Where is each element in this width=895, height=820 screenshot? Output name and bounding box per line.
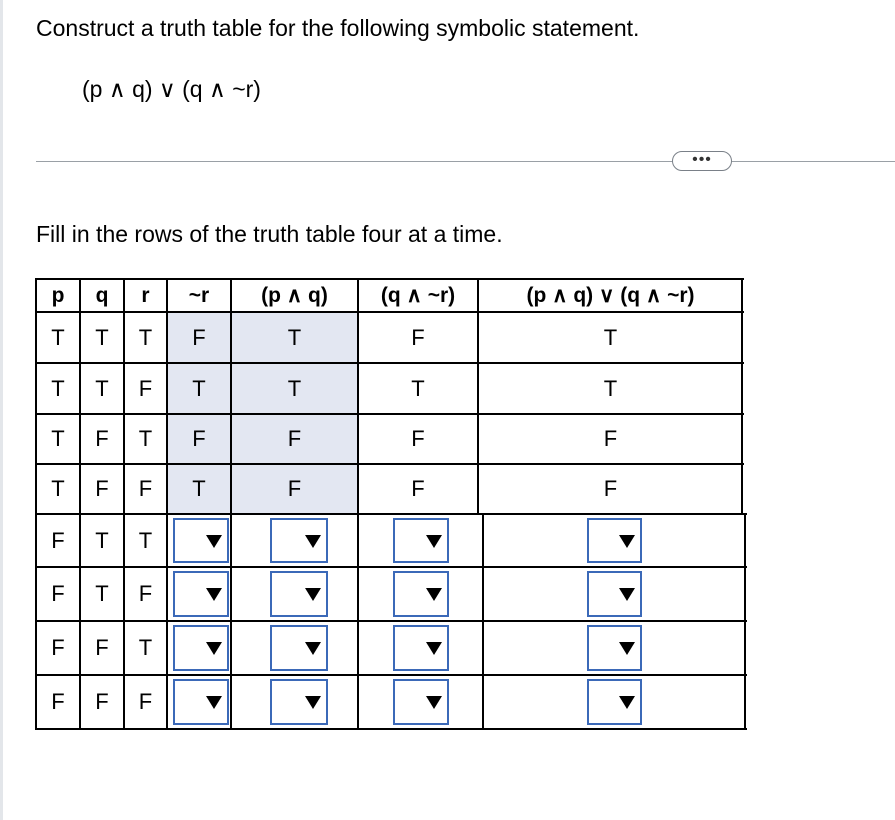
triangle-down-icon [304, 693, 322, 711]
cell-p-row3: T [51, 426, 65, 451]
header-q: q [95, 283, 109, 307]
triangle-down-icon [618, 693, 636, 711]
more-options-button[interactable]: ••• [672, 151, 732, 171]
triangle-down-icon [425, 693, 443, 711]
grid-vline [357, 278, 359, 514]
cell-q-row4: F [95, 476, 109, 501]
cell-p-row5: F [51, 527, 65, 553]
triangle-down-icon [425, 585, 443, 603]
cell-not-r-row3: F [167, 414, 231, 464]
question-prompt: Construct a truth table for the following symbolic statement. [36, 15, 640, 41]
cell-p-row4: T [51, 476, 65, 501]
cell-result-row2: T [603, 375, 618, 401]
answer-dropdown-result-row8[interactable] [587, 679, 642, 725]
header-p: p [51, 283, 65, 307]
grid-vline [166, 514, 168, 730]
cell-p-and-q-row2: T [231, 363, 358, 414]
cell-not-r-row4: T [167, 464, 231, 514]
answer-dropdown-p-and-q-row6[interactable] [270, 571, 328, 617]
section-divider [36, 161, 895, 162]
cell-p-row8: F [51, 689, 65, 714]
cell-r-row2: F [138, 375, 153, 401]
grid-vline [166, 278, 168, 514]
grid-vline [35, 514, 37, 730]
grid-vline [230, 278, 232, 514]
grid-hline [36, 278, 744, 280]
cell-not-r-row2: T [167, 363, 231, 414]
cell-p-and-q-row3: F [231, 414, 358, 464]
answer-dropdown-p-and-q-row8[interactable] [270, 679, 328, 725]
header-p-and-q: (p ∧ q) [261, 284, 328, 307]
answer-dropdown-q-and-not-r-row6[interactable] [393, 571, 449, 617]
triangle-down-icon [304, 532, 322, 550]
cell-p-and-q-row1: T [231, 312, 358, 363]
answer-dropdown-result-row5[interactable] [587, 518, 642, 563]
grid-vline [477, 278, 479, 514]
answer-dropdown-q-and-not-r-row8[interactable] [393, 679, 449, 725]
cell-q-and-not-r-row1: F [411, 324, 425, 350]
cell-r-row7: T [138, 635, 153, 660]
cell-q-row2: T [95, 375, 109, 401]
cell-r-row8: F [138, 689, 153, 714]
cell-r-row5: T [138, 527, 153, 553]
cell-p-and-q-row4: F [231, 464, 358, 514]
cell-p-row6: F [51, 581, 65, 606]
cell-q-and-not-r-row3: F [411, 426, 425, 451]
instruction-text: Fill in the rows of the truth table four at a time. [36, 221, 503, 247]
cell-q-row1: T [95, 324, 109, 350]
grid-hline [36, 362, 744, 364]
grid-hline [36, 413, 744, 415]
grid-vline [741, 278, 743, 514]
cell-q-and-not-r-row2: T [411, 375, 425, 401]
cell-r-row1: T [138, 324, 153, 350]
cell-q-row6: T [95, 581, 109, 606]
triangle-down-icon [425, 532, 443, 550]
cell-p-row1: T [51, 324, 65, 350]
triangle-down-icon [304, 639, 322, 657]
cell-r-row4: F [138, 476, 153, 501]
header-q-and-not-r: (q ∧ ~r) [380, 284, 456, 307]
triangle-down-icon [618, 532, 636, 550]
grid-hline [36, 513, 747, 515]
grid-vline [123, 278, 125, 514]
grid-vline [744, 514, 746, 730]
cell-not-r-row1: F [167, 312, 231, 363]
answer-dropdown-p-and-q-row5[interactable] [270, 518, 328, 563]
triangle-down-icon [205, 693, 223, 711]
grid-hline [36, 566, 747, 568]
cell-q-row3: F [95, 426, 109, 451]
cell-q-row7: F [95, 635, 109, 660]
triangle-down-icon [205, 585, 223, 603]
triangle-down-icon [205, 532, 223, 550]
cell-r-row3: T [138, 426, 153, 451]
grid-vline [35, 278, 37, 514]
cell-p-row7: F [51, 635, 65, 660]
answer-dropdown-result-row6[interactable] [587, 571, 642, 617]
grid-hline [36, 463, 744, 465]
grid-vline [79, 278, 81, 514]
cell-p-row2: T [51, 375, 65, 401]
cell-q-row5: T [95, 527, 109, 553]
cell-result-row1: T [603, 324, 618, 350]
answer-dropdown-result-row7[interactable] [587, 625, 642, 671]
grid-vline [357, 514, 359, 730]
cell-r-row6: F [138, 581, 153, 606]
grid-hline [36, 311, 744, 313]
grid-hline [36, 620, 747, 622]
answer-dropdown-q-and-not-r-row7[interactable] [393, 625, 449, 671]
answer-dropdown-not-r-row5[interactable] [173, 518, 229, 563]
grid-vline [123, 514, 125, 730]
cell-result-row3: F [603, 426, 618, 451]
answer-dropdown-p-and-q-row7[interactable] [270, 625, 328, 671]
triangle-down-icon [425, 639, 443, 657]
grid-vline [79, 514, 81, 730]
left-edge-rule [0, 0, 3, 820]
grid-hline [36, 728, 747, 730]
grid-vline [482, 514, 484, 730]
cell-q-and-not-r-row4: F [411, 476, 425, 501]
header-result: (p ∧ q) ∨ (q ∧ ~r) [526, 284, 695, 307]
header-r: r [141, 283, 150, 307]
answer-dropdown-not-r-row6[interactable] [173, 571, 229, 617]
symbolic-statement: (p ∧ q) ∨ (q ∧ ~r) [82, 76, 261, 102]
cell-result-row4: F [603, 476, 618, 501]
answer-dropdown-not-r-row8[interactable] [173, 679, 229, 725]
triangle-down-icon [205, 639, 223, 657]
answer-dropdown-q-and-not-r-row5[interactable] [393, 518, 449, 563]
grid-vline [230, 514, 232, 730]
triangle-down-icon [618, 639, 636, 657]
cell-q-row8: F [95, 689, 109, 714]
triangle-down-icon [304, 585, 322, 603]
triangle-down-icon [618, 585, 636, 603]
header-not-r: ~r [188, 283, 210, 307]
grid-hline [36, 674, 747, 676]
answer-dropdown-not-r-row7[interactable] [173, 625, 229, 671]
